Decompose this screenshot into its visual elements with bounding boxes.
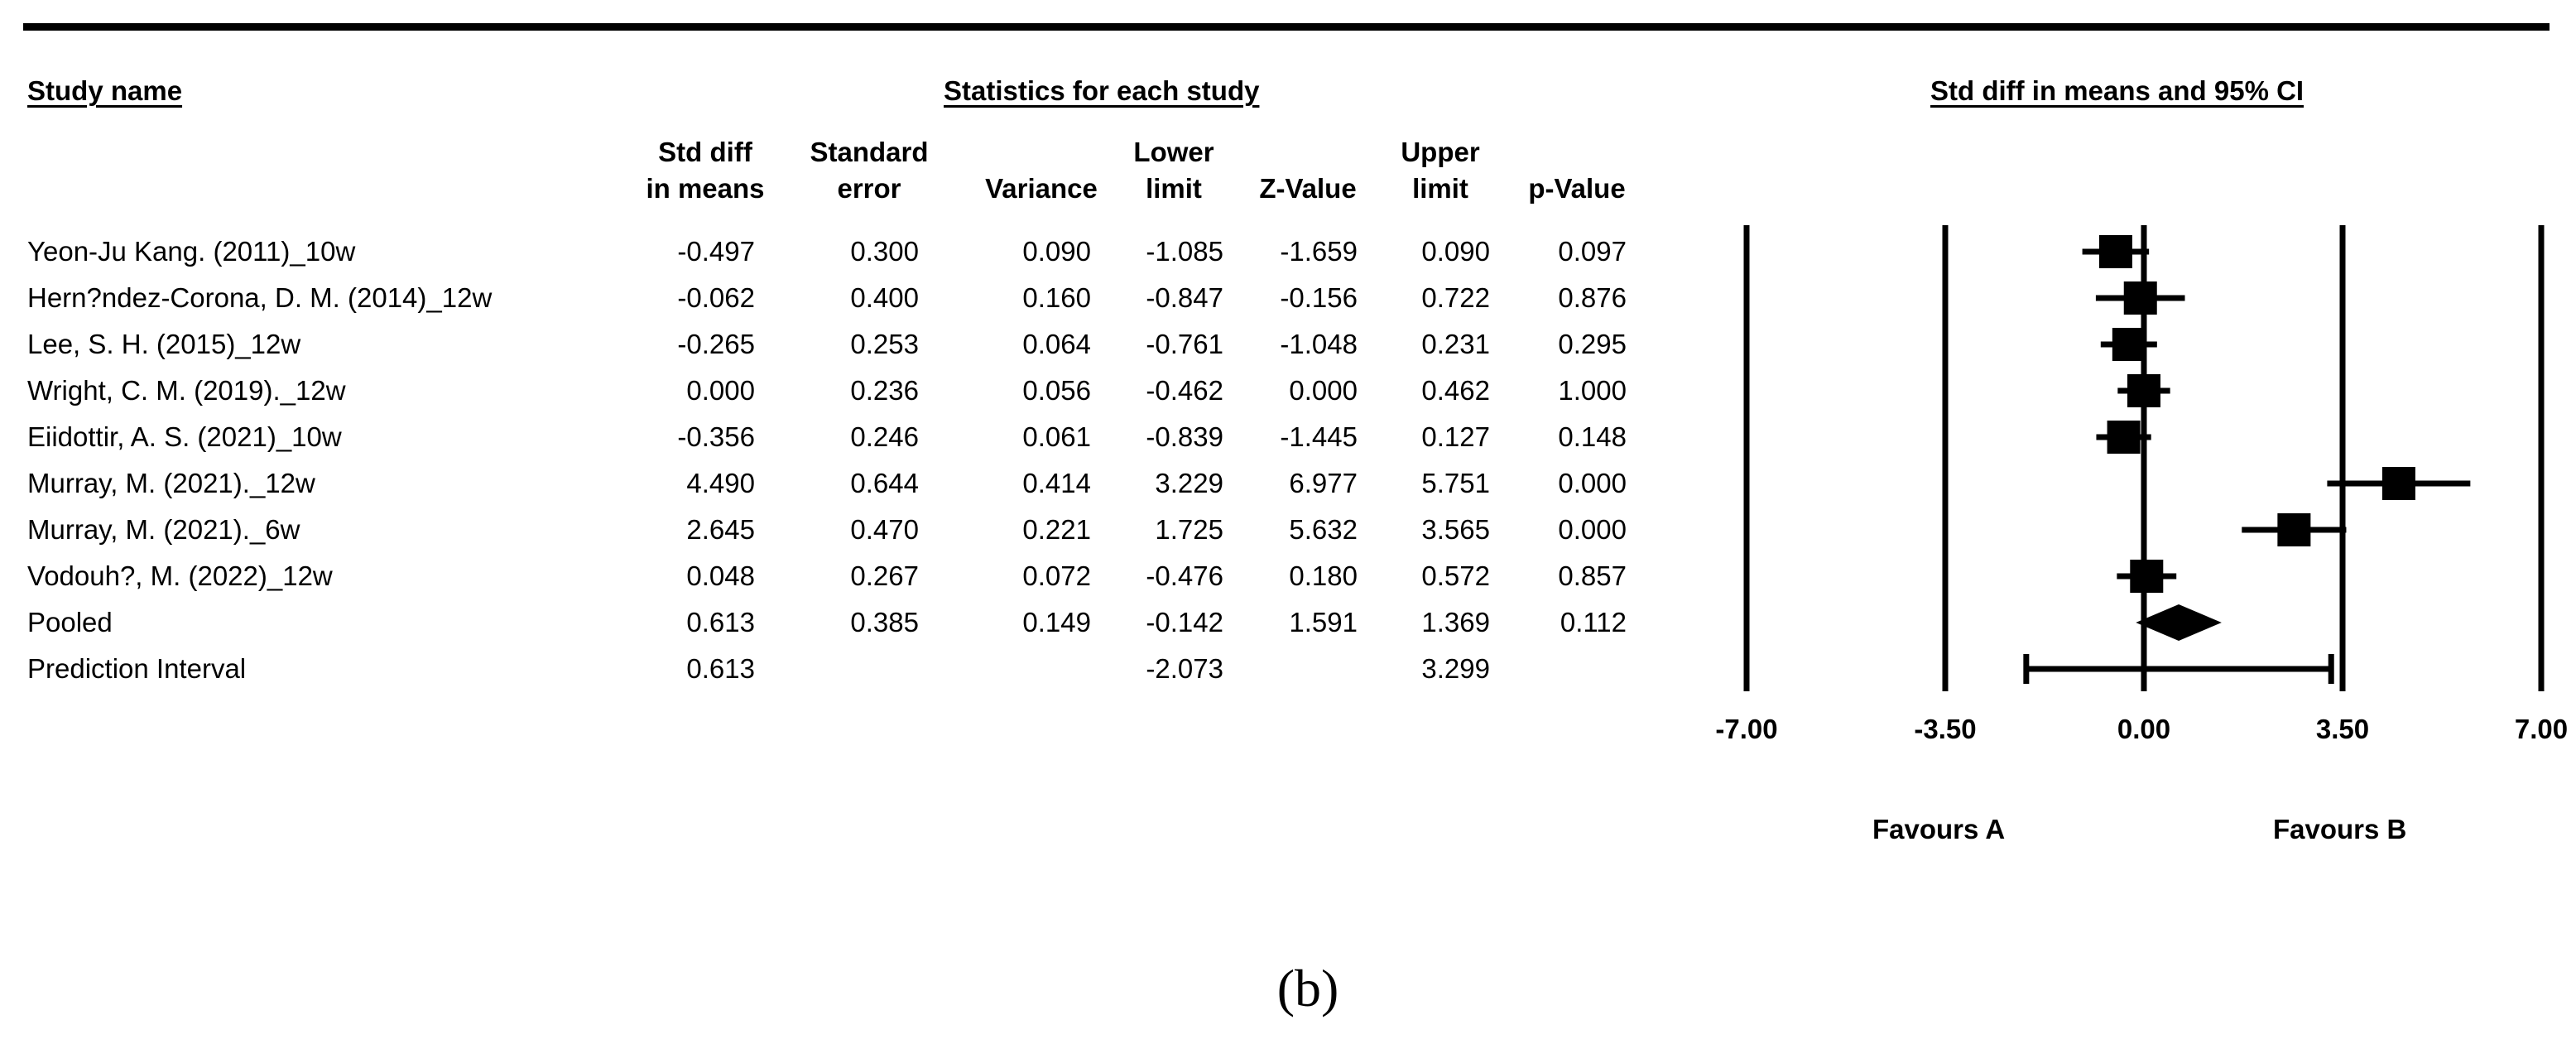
cell-est: -0.062 (677, 282, 755, 313)
cell-upper: 0.090 (1421, 236, 1490, 267)
cell-p: 0.097 (1558, 236, 1627, 267)
cell-est: 0.048 (686, 560, 755, 591)
x-tick-label: 7.00 (2514, 714, 2569, 744)
cell-lower: 1.725 (1155, 514, 1223, 545)
cell-z: 0.180 (1289, 560, 1358, 591)
cell-upper: 0.231 (1421, 329, 1490, 359)
study-name: Hern?ndez-Corona, D. M. (2014)_12w (27, 282, 493, 313)
cell-z: 5.632 (1289, 514, 1358, 545)
cell-lower: 3.229 (1155, 468, 1223, 498)
cell-se: 0.246 (850, 421, 919, 452)
cell-p: 0.000 (1558, 468, 1627, 498)
cell-var: 0.221 (1022, 514, 1091, 545)
cell-upper: 3.299 (1421, 653, 1490, 684)
cell-var: 0.149 (1022, 607, 1091, 637)
cell-est: 0.613 (686, 653, 755, 684)
cell-lower: -0.476 (1146, 560, 1223, 591)
study-marker (2277, 513, 2310, 546)
cell-est: -0.356 (677, 421, 755, 452)
cell-upper: 5.751 (1421, 468, 1490, 498)
cell-se: 0.253 (850, 329, 919, 359)
cell-var: 0.064 (1022, 329, 1091, 359)
cell-se: 0.300 (850, 236, 919, 267)
study-name: Eiidottir, A. S. (2021)_10w (27, 421, 342, 452)
cell-z: -1.048 (1280, 329, 1358, 359)
x-tick-label: 3.50 (2315, 714, 2370, 744)
study-name: Wright, C. M. (2019)._12w (27, 375, 346, 406)
cell-upper: 0.462 (1421, 375, 1490, 406)
column-header-0-1: in means (646, 173, 765, 204)
cell-p: 0.000 (1558, 514, 1627, 545)
cell-lower: -0.761 (1146, 329, 1223, 359)
column-header-4-1: Z-Value (1259, 173, 1357, 204)
cell-z: -1.659 (1280, 236, 1358, 267)
study-name: Lee, S. H. (2015)_12w (27, 329, 301, 359)
column-header-5-1: limit (1412, 173, 1468, 204)
column-header-2-1: Variance (985, 173, 1098, 204)
cell-var: 0.056 (1022, 375, 1091, 406)
cell-var: 0.072 (1022, 560, 1091, 591)
pooled-diamond (2136, 604, 2222, 641)
favours-a-label: Favours A (1872, 814, 2006, 844)
cell-est: 0.000 (686, 375, 755, 406)
cell-upper: 1.369 (1421, 607, 1490, 637)
study-marker (2382, 467, 2415, 500)
cell-p: 0.148 (1558, 421, 1627, 452)
study-name: Prediction Interval (27, 653, 247, 684)
cell-p: 0.876 (1558, 282, 1627, 313)
cell-p: 0.112 (1560, 607, 1627, 637)
figure-caption: (b) (1276, 959, 1339, 1017)
cell-var: 0.061 (1022, 421, 1091, 452)
study-marker (2127, 374, 2160, 407)
cell-lower: -0.839 (1146, 421, 1223, 452)
study-name: Murray, M. (2021)._6w (27, 514, 300, 545)
cell-se: 0.644 (850, 468, 919, 498)
cell-upper: 0.722 (1421, 282, 1490, 313)
cell-se: 0.267 (850, 560, 919, 591)
cell-est: 0.613 (686, 607, 755, 637)
study-name: Yeon-Ju Kang. (2011)_10w (27, 236, 356, 267)
cell-se: 0.470 (850, 514, 919, 545)
plot-header: Std diff in means and 95% CI (1930, 75, 2304, 106)
cell-z: 1.591 (1289, 607, 1358, 637)
statistics-header: Statistics for each study (944, 75, 1260, 106)
cell-est: -0.497 (677, 236, 755, 267)
cell-se: 0.400 (850, 282, 919, 313)
cell-upper: 0.127 (1421, 421, 1490, 452)
favours-b-label: Favours B (2273, 814, 2407, 844)
cell-z: -0.156 (1280, 282, 1358, 313)
cell-lower: -2.073 (1146, 653, 1223, 684)
cell-var: 0.090 (1022, 236, 1091, 267)
cell-z: -1.445 (1280, 421, 1358, 452)
column-header-3-1: limit (1146, 173, 1202, 204)
cell-lower: -0.142 (1146, 607, 1223, 637)
study-marker (2107, 421, 2141, 454)
cell-se: 0.236 (850, 375, 919, 406)
cell-p: 0.295 (1558, 329, 1627, 359)
study-name: Pooled (27, 607, 113, 637)
cell-est: -0.265 (677, 329, 755, 359)
study-marker (2124, 281, 2157, 315)
study-name-header: Study name (27, 75, 183, 106)
x-tick-label: 0.00 (2117, 714, 2171, 744)
cell-var: 0.160 (1022, 282, 1091, 313)
study-name: Vodouh?, M. (2022)_12w (27, 560, 333, 591)
x-tick-label: -7.00 (1715, 714, 1778, 744)
column-header-6-1: p-Value (1528, 173, 1626, 204)
study-marker (2130, 560, 2163, 593)
x-tick-label: -3.50 (1914, 714, 1977, 744)
cell-p: 0.857 (1558, 560, 1627, 591)
cell-lower: -0.847 (1146, 282, 1223, 313)
cell-est: 4.490 (686, 468, 755, 498)
column-header-1-1: error (837, 173, 901, 204)
column-header-3-0: Lower (1133, 137, 1214, 167)
cell-lower: -0.462 (1146, 375, 1223, 406)
cell-z: 6.977 (1289, 468, 1358, 498)
column-header-0-0: Std diff (658, 137, 752, 167)
cell-z: 0.000 (1289, 375, 1358, 406)
study-name: Murray, M. (2021)._12w (27, 468, 315, 498)
cell-upper: 3.565 (1421, 514, 1490, 545)
study-marker (2112, 328, 2146, 361)
column-header-1-0: Standard (810, 137, 929, 167)
column-header-5-0: Upper (1401, 137, 1480, 167)
cell-upper: 0.572 (1421, 560, 1490, 591)
study-marker (2099, 235, 2132, 268)
cell-lower: -1.085 (1146, 236, 1223, 267)
cell-p: 1.000 (1558, 375, 1627, 406)
cell-se: 0.385 (850, 607, 919, 637)
cell-est: 2.645 (686, 514, 755, 545)
cell-var: 0.414 (1022, 468, 1091, 498)
